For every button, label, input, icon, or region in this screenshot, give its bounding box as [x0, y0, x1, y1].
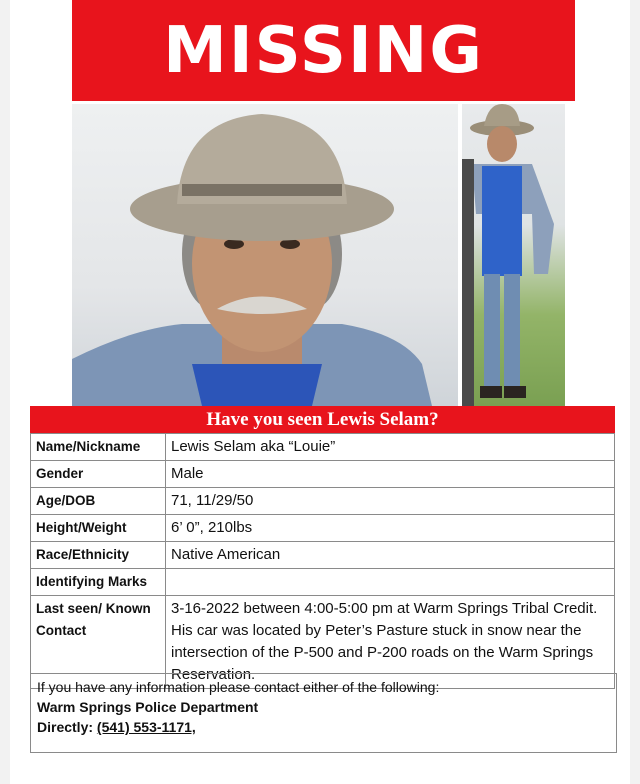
- contact-box: [30, 673, 617, 753]
- last-seen-value: 3-16-2022 between 4:00-5:00 pm at Warm Springs Tribal Credit. His car was located by Peter’s Pasture stuck in snow near the intersection of the P-500 and P-200 roads on the Warm Springs Reservation.: [166, 596, 615, 689]
- row-label: Age/DOB: [31, 488, 166, 515]
- table-row: [31, 461, 615, 488]
- table-row: [31, 542, 615, 569]
- row-label: Height/Weight: [31, 515, 166, 542]
- missing-poster: [10, 0, 630, 784]
- details-table: [30, 433, 615, 689]
- banner-title: MISSING: [163, 13, 484, 88]
- subtitle-text: Have you seen Lewis Selam?: [206, 408, 439, 430]
- row-value: Lewis Selam aka “Louie”: [166, 434, 615, 461]
- contact-intro: If you have any information please contact either of the following:: [37, 679, 440, 695]
- table-row: [31, 515, 615, 542]
- table-row: [31, 434, 615, 461]
- contact-direct-line: [37, 717, 610, 737]
- row-value: 71, 11/29/50: [166, 488, 615, 515]
- full-body-photo: [462, 104, 565, 406]
- table-row: [31, 569, 615, 596]
- row-value: Native American: [166, 542, 615, 569]
- row-label: Identifying Marks: [31, 569, 166, 596]
- phone-link[interactable]: (541) 553-1171,: [96, 719, 196, 735]
- contact-department: Warm Springs Police Department: [37, 699, 259, 715]
- row-value: Male: [166, 461, 615, 488]
- portrait-photo: [72, 104, 458, 406]
- missing-banner: [72, 0, 575, 101]
- last-seen-label: Last seen/ Known Contact: [31, 596, 166, 689]
- row-label: Gender: [31, 461, 166, 488]
- row-value: [166, 569, 615, 596]
- table-row: [31, 488, 615, 515]
- row-value: 6’ 0”, 210lbs: [166, 515, 615, 542]
- direct-label: Directly:: [37, 719, 94, 735]
- row-label: Name/Nickname: [31, 434, 166, 461]
- subtitle-bar: [30, 406, 615, 433]
- row-label: Race/Ethnicity: [31, 542, 166, 569]
